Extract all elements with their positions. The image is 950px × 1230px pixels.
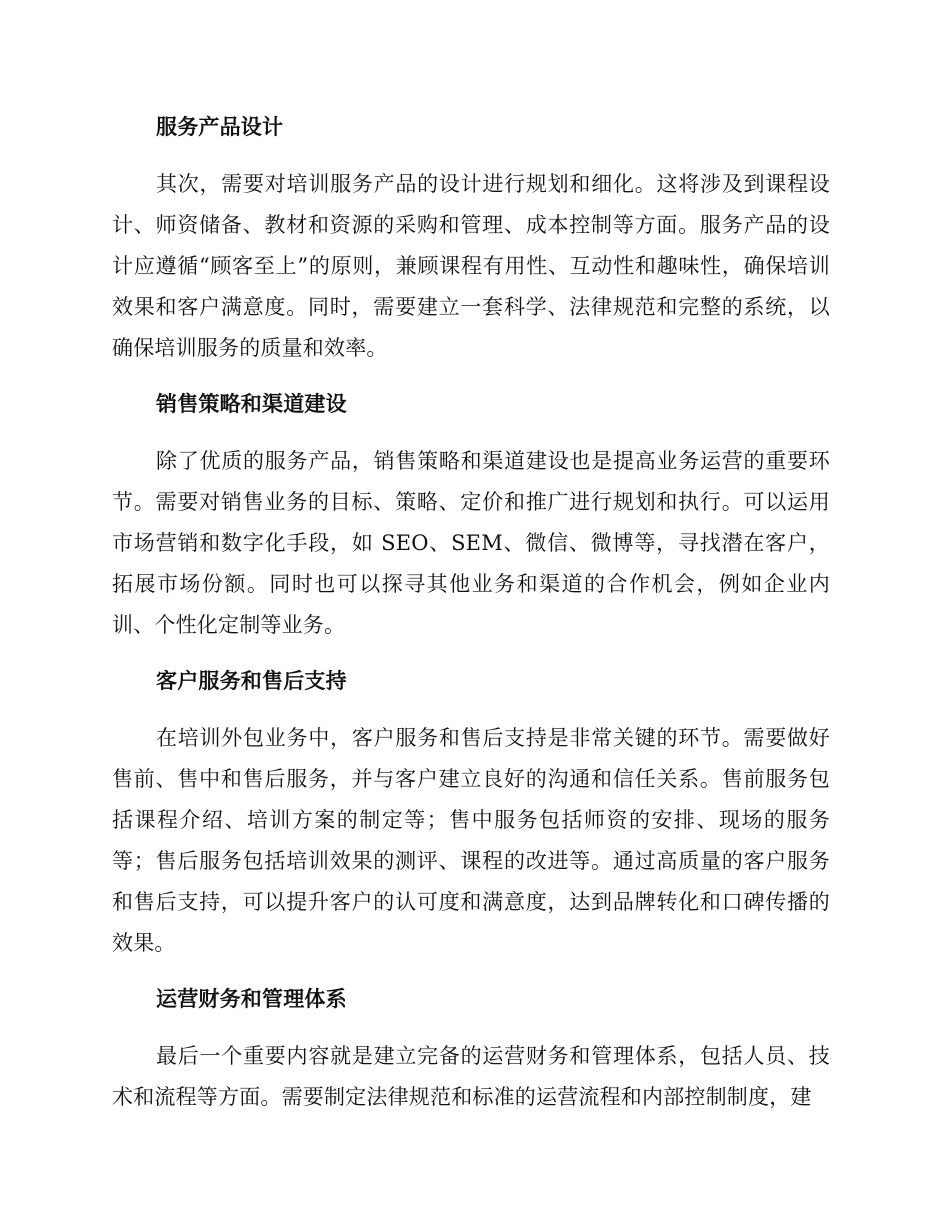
section-paragraph-sales-strategy: 除了优质的服务产品，销售策略和渠道建设也是提高业务运营的重要环节。需要对销售业务的目标、策略、定价和推广进行规划和执行。可以运用市场营销和数字化手段，如 SEO、SEM、微信、微博等，寻找潜在客户，拓展市场份额。同时也可以探寻其他业务和渠道的合作机会，例如企业内训、个性化定制等业务。 <box>112 449 830 637</box>
section-paragraph-service-product-design: 其次，需要对培训服务产品的设计进行规划和细化。这将涉及到课程设计、师资储备、教材和资源的采购和管理、成本控制等方面。服务产品的设计应遵循“顾客至上”的原则，兼顾课程有用性、互动性和趣味性，确保培训效果和客户满意度。同时，需要建立一套科学、法律规范和完整的系统，以确保培训服务的质量和效率。 <box>112 172 830 360</box>
section-paragraph-customer-service: 在培训外包业务中，客户服务和售后支持是非常关键的环节。需要做好售前、售中和售后服务，并与客户建立良好的沟通和信任关系。售前服务包括课程介绍、培训方案的制定等；售中服务包括师资的安排、现场的服务等；售后服务包括培训效果的测评、课程的改进等。通过高质量的客户服务和售后支持，可以提升客户的认可度和满意度，达到品牌转化和口碑传播的效果。 <box>112 726 830 955</box>
section-heading-customer-service: 客户服务和售后支持 <box>156 669 347 693</box>
section-heading-sales-strategy: 销售策略和渠道建设 <box>156 392 347 416</box>
section-paragraph-operations-finance: 最后一个重要内容就是建立完备的运营财务和管理体系，包括人员、技术和流程等方面。需要制定法律规范和标准的运营流程和内部控制制度，建 <box>112 1044 830 1109</box>
section-heading-service-product-design: 服务产品设计 <box>156 115 284 139</box>
document-content <box>112 110 830 1136</box>
section-heading-operations-finance: 运营财务和管理体系 <box>156 987 347 1011</box>
